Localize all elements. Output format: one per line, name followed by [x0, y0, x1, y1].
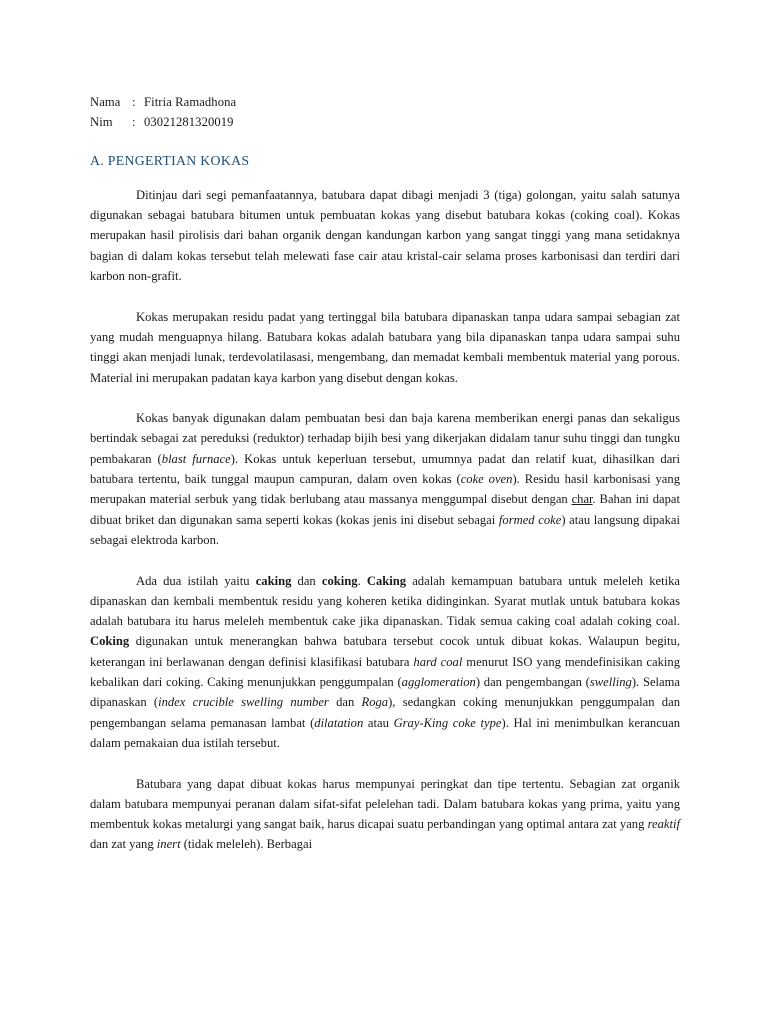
p4-term-roga: Roga: [361, 695, 389, 710]
p4-text-6: menurut ISO yang mendefinisikan caking kebalikan dari coking. Caking menunjukkan penggumpalan (: [90, 654, 681, 690]
p4-text-4: adalah kemampuan batubara untuk meleleh ketika dipanaskan dan kembali membentuk residu yang koheren ketika didinginkan. Syarat mutlak untuk batubara kokas adalah batubara itu harus meleleh membentuk cake jika dipanaskan. Tidak semua caking coal adalah coking coal.: [90, 573, 680, 629]
paragraph-2: Kokas merupakan residu padat yang tertinggal bila batubara dipanaskan tanpa udara sampai sebagian zat yang mudah menguapnya hilang. Batubara kokas adalah batubara yang bila dipanaskan tanpa udara sampai suhu tinggi akan menjadi lunak, terdevolatilasasi, mengembang, dan memadat kembali membentuk material yang porous. Material ini merupakan padatan kaya karbon yang disebut dengan kokas.: [90, 309, 680, 385]
p5-term-reaktif: reaktif: [647, 817, 680, 832]
p4-text-8: ). Selama dipanaskan (: [90, 675, 681, 710]
nim-separator: :: [132, 115, 136, 130]
name-value: Fitria Ramadhona: [144, 95, 237, 109]
p4-text-7: ) dan pengembangan (: [475, 675, 590, 690]
p4-text-2: dan: [291, 573, 322, 588]
p3-text-3: ). Residu hasil karbonisasi yang merupakan material serbuk yang tidak berlubang atau massanya menggumpal disebut dengan: [90, 472, 680, 507]
paragraph-3: [90, 408, 680, 550]
p4-term-dilatation: dilatation: [314, 715, 364, 730]
p4-text-11: atau: [363, 715, 394, 730]
p4-term-coking-2: Coking: [90, 634, 130, 649]
p4-text-12: ). Hal ini menimbulkan kerancuan dalam pemakaian dua istilah tersebut.: [90, 715, 680, 750]
name-separator: :: [132, 95, 136, 109]
p3-text-1: Kokas banyak digunakan dalam pembuatan besi dan baja karena memberikan energi panas dan sekaligus bertindak sebagai zat pereduksi (reduktor) terhadap bijih besi yang dikerjakan didalam tanur suhu tinggi dan tungku pembakaran (: [90, 411, 680, 466]
p5-text-1: Batubara yang dapat dibuat kokas harus mempunyai peringkat dan tipe tertentu. Sebagian zat organik dalam batubara mempunyai peranan dalam sifat-sifat pelelehan tadi. Dalam batubara kokas yang prima, yaitu yang membentuk kokas metalurgi yang sangat baik, harus dicapai suatu perbandingan yang optimal antara zat yang: [90, 776, 680, 832]
p4-text-10: ), sedangkan coking menunjukkan penggumpalan dan pengembangan selama pemanasan lambat (: [90, 695, 680, 730]
student-info: [90, 92, 680, 133]
name-row: [90, 92, 680, 112]
nim-value: 03021281320019: [144, 115, 234, 130]
p4-term-swelling: swelling: [589, 675, 632, 690]
p3-text-5: ) atau langsung dipakai sebagai elektroda karbon.: [90, 512, 680, 547]
p4-text-3: .: [357, 573, 367, 588]
p3-term-char: char: [571, 492, 593, 507]
p3-term-blast-furnace: blast furnace: [161, 451, 231, 466]
p4-term-hard-coal: hard coal: [413, 654, 463, 669]
p4-term-agglomeration: agglomeration: [401, 675, 476, 690]
p5-text-2: dan zat yang: [90, 837, 157, 852]
p5-term-inert: inert: [156, 837, 181, 852]
p4-term-caking: caking: [255, 573, 292, 588]
p4-text-5: digunakan untuk menerangkan bahwa batubara tersebut cocok untuk dibuat kokas. Walaupun begitu, keterangan ini berlawanan dengan definisi klasifikasi batubara: [90, 634, 680, 669]
nim-row: [90, 112, 680, 132]
name-label: Nama: [90, 95, 121, 109]
p3-text-2: ). Kokas untuk keperluan tersebut, umumnya padat dan relatif kuat, dihasilkan dari batubara tertentu, baik tunggal maupun campuran, dalam oven kokas (: [90, 451, 680, 487]
p3-term-coke-oven: coke oven: [460, 472, 513, 487]
paragraph-4: [90, 571, 680, 754]
p3-text-4: . Bahan ini dapat dibuat briket dan digunakan sama seperti kokas (kokas jenis ini disebut sebagai: [90, 492, 680, 527]
p3-term-formed-coke: formed coke: [498, 512, 562, 527]
section-heading: A. PENGERTIAN KOKAS: [90, 152, 250, 168]
p4-term-caking-2: Caking: [366, 573, 407, 588]
p4-text-1: Ada dua istilah yaitu: [136, 573, 256, 588]
p4-term-gray-king: Gray-King coke type: [393, 715, 502, 730]
p4-text-9: dan: [328, 695, 362, 710]
paragraph-1: Ditinjau dari segi pemanfaatannya, batubara dapat dibagi menjadi 3 (tiga) golongan, yaitu salah satunya digunakan sebagai batubara bitumen untuk pembuatan kokas yang disebut batubara kokas (coking coal). Kokas merupakan hasil pirolisis dari bahan organik dengan kandungan karbon yang sangat tinggi yang mana setidaknya bagian di dalam kokas tersebut telah melewati fase cair atau kristal-cair selama proses karbonisasi dan terdiri dari karbon non-grafit.: [90, 187, 680, 284]
p4-term-coking: coking: [321, 573, 358, 588]
p4-term-index-crucible: index crucible swelling number: [158, 695, 329, 710]
p5-text-3: (tidak meleleh). Berbagai: [180, 837, 313, 852]
paragraph-5: [90, 774, 680, 855]
nim-label: Nim: [90, 115, 113, 130]
